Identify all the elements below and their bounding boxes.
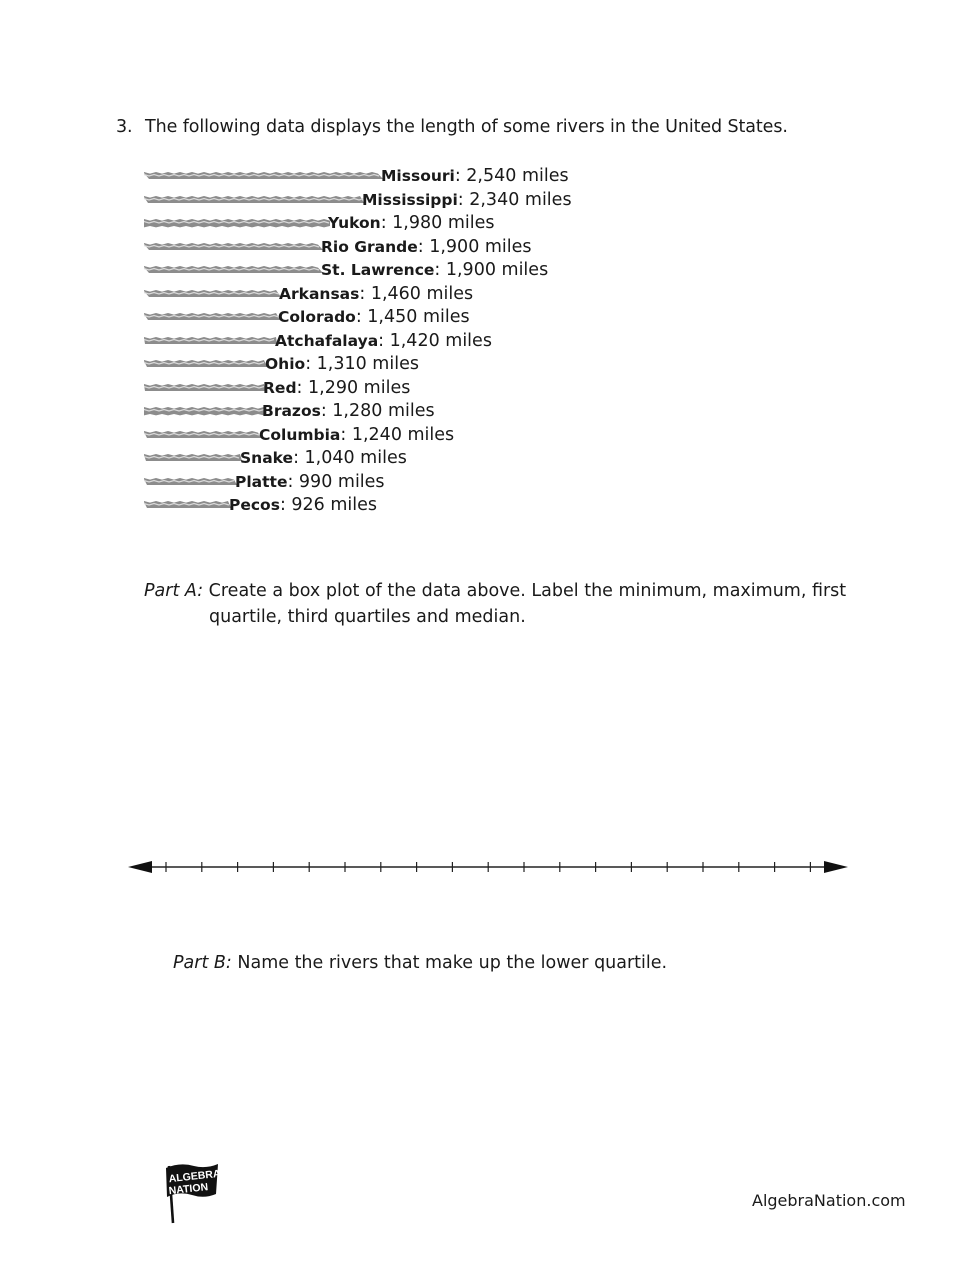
river-name: Red <box>263 378 297 397</box>
river-entry <box>381 165 569 189</box>
river-entry <box>328 212 495 236</box>
river-entry <box>278 306 470 330</box>
river-entry <box>240 447 407 471</box>
river-bar-icon <box>144 475 237 489</box>
river-length: : 1,310 miles <box>305 354 419 374</box>
river-name: Colorado <box>278 308 356 326</box>
river-name: Rio Grande <box>321 237 418 256</box>
river-name: Pecos <box>229 496 280 514</box>
river-bar-icon <box>144 287 281 301</box>
river-entry <box>265 353 419 377</box>
river-length: : 1,450 miles <box>355 307 470 327</box>
river-bar-icon <box>144 216 330 230</box>
river-bar-icon <box>144 240 323 254</box>
river-bar-icon <box>144 193 364 207</box>
river-bar-icon <box>144 169 383 183</box>
part-b-text: Name the rivers that make up the lower quartile. <box>231 953 668 973</box>
river-entry <box>279 283 473 307</box>
algebra-nation-logo <box>160 1160 222 1226</box>
part-a <box>144 578 904 630</box>
river-bar-icon <box>144 263 323 277</box>
river-name: Brazos <box>262 402 321 420</box>
river-length: : 1,420 miles <box>378 330 492 351</box>
river-bar-icon <box>144 381 265 395</box>
part-b-label: Part B: <box>173 953 232 973</box>
river-length: : 2,540 miles <box>454 166 569 186</box>
river-length: : 990 miles <box>287 471 385 492</box>
river-name: Arkansas <box>279 284 360 303</box>
river-length: : 1,240 miles <box>340 424 455 445</box>
river-entry <box>259 424 454 448</box>
logo-text-line1: ALGEBRA <box>168 1167 222 1186</box>
river-length: : 926 miles <box>279 495 378 515</box>
river-name: Snake <box>240 449 294 467</box>
river-entry <box>235 471 385 495</box>
river-length: : 1,280 miles <box>320 401 435 421</box>
logo-text-line2: NATION <box>168 1181 209 1198</box>
river-length: : 1,040 miles <box>293 448 407 468</box>
right-arrow-icon <box>824 861 848 873</box>
river-bar-icon <box>144 428 261 442</box>
river-entry <box>321 259 548 283</box>
part-a-text-line2: quartile, third quartiles and median. <box>209 607 526 627</box>
river-name: St. Lawrence <box>321 261 435 279</box>
river-entry <box>275 330 492 354</box>
river-bar-icon <box>144 310 280 324</box>
river-name: Yukon <box>328 214 381 232</box>
question-3 <box>116 117 788 137</box>
number-line <box>128 856 850 878</box>
river-name: Ohio <box>265 355 306 373</box>
river-length: : 1,900 miles <box>417 236 532 257</box>
part-b <box>173 953 667 973</box>
part-a-text-line1: Create a box plot of the data above. Label the minimum, maximum, first <box>203 581 847 601</box>
river-entry <box>229 494 377 518</box>
river-entry <box>262 400 435 424</box>
river-length: : 1,460 miles <box>359 283 474 304</box>
river-name: Platte <box>235 472 288 491</box>
river-length: : 1,900 miles <box>434 260 549 280</box>
river-bar-icon <box>144 357 267 371</box>
river-bar-icon <box>144 334 277 348</box>
river-entry <box>362 189 572 213</box>
river-length: : 2,340 miles <box>457 189 572 210</box>
river-bar-icon <box>144 404 264 418</box>
river-name: Mississippi <box>362 190 458 209</box>
left-arrow-icon <box>128 861 152 873</box>
river-name: Missouri <box>381 167 455 185</box>
river-length: : 1,290 miles <box>296 377 411 398</box>
river-entry <box>321 236 532 260</box>
river-name: Columbia <box>259 425 341 444</box>
river-bar-icon <box>144 498 231 512</box>
part-a-label: Part A: <box>144 581 204 601</box>
river-name: Atchafalaya <box>275 331 379 350</box>
question-text: The following data displays the length of some rivers in the United States. <box>145 117 788 137</box>
river-length: : 1,980 miles <box>380 213 495 233</box>
footer-site: AlgebraNation.com <box>752 1191 906 1210</box>
question-number: 3. <box>116 117 133 137</box>
river-bar-icon <box>144 451 242 465</box>
river-entry <box>263 377 410 401</box>
